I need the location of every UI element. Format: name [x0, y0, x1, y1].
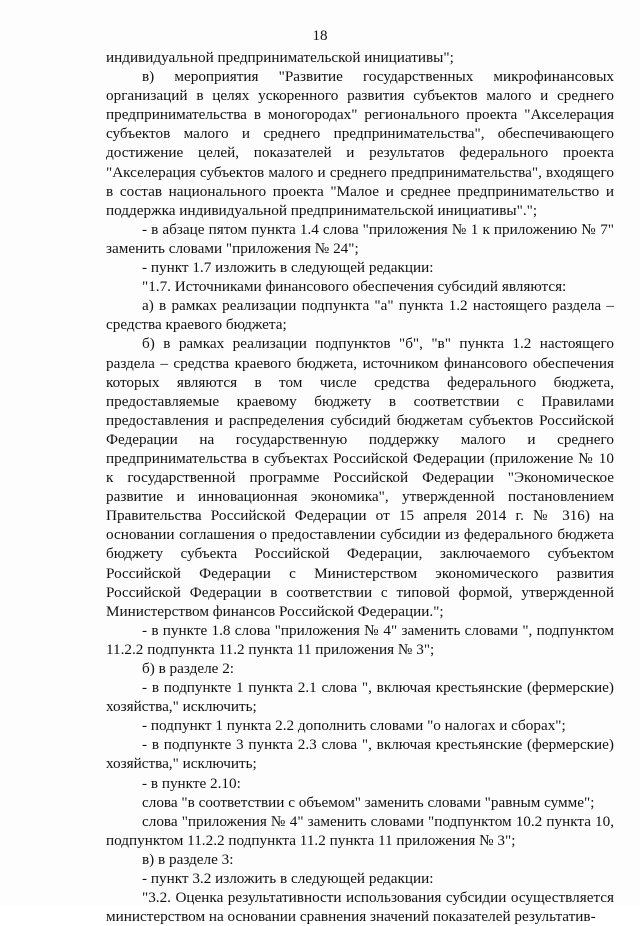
- document-body: [106, 48, 614, 926]
- paragraph: б) в рамках реализации подпунктов "б", "в" пункта 1.2 настоящего раздела – средства краевого бюджета, источником финансового обеспечения которых являются в том числе средства федерального бюджета, предоставляемые краевому бюджету в соответствии с Правилами предоставления и распределения субсидий бюджетам субъектов Российской Федерации на государственную поддержку малого и среднего предпринимательства в субъектах Российской Федерации (приложение № 10 к государственной программе Российской Федерации "Экономическое развитие и инновационная экономика", утвержденной постановлением Правительства Российской Федерации от 15 апреля 2014 г. № 316) на основании соглашения о предоставлении субсидии из федерального бюджета бюджету субъекта Российской Федерации, заключаемого субъектом Российской Федерации с Министерством экономического развития Российской Федерации в соответствии с типовой формой, утвержденной Министерством финансов Российской Федерации.";: [106, 335, 614, 620]
- paragraph: - пункт 1.7 изложить в следующей редакции:: [142, 259, 434, 277]
- page-number: 18: [312, 28, 328, 44]
- paragraph: - в пункте 1.8 слова "приложения № 4" заменить словами ", подпунктом 11.2.2 подпункта 11.2 пункта 11 приложения № 3";: [106, 621, 614, 658]
- paragraph: - в подпункте 1 пункта 2.1 слова ", включая крестьянские (фермерские) хозяйства," исключить;: [106, 679, 614, 716]
- paragraph: - подпункт 1 пункта 2.2 дополнить словами "о налогах и сборах";: [142, 717, 566, 735]
- paragraph: слова "приложения № 4" заменить словами "подпунктом 10.2 пункта 10, подпунктом 11.2.2 подпункта 11.2 пункта 11 приложения № 3";: [106, 812, 614, 849]
- paragraph: в) мероприятия "Развитие государственных микрофинансовых организаций в целях ускоренного развития субъектов малого и среднего предпринимательства в моногородах" регионального проекта "Акселерация субъектов малого и среднего предпринимательства", обеспечивающего достижение целей, показателей и результатов федерального проекта "Акселерация субъектов малого и среднего предпринимательства", входящего в состав национального проекта "Малое и среднее предпринимательство и поддержка индивидуальной предпринимательской инициативы".";: [106, 68, 614, 219]
- paragraph: - в подпункте 3 пункта 2.3 слова ", включая крестьянские (фермерские) хозяйства," исключить;: [106, 736, 614, 773]
- paragraph: слова "в соответствии с объемом" заменить словами "равным сумме";: [142, 793, 595, 811]
- paragraph: - пункт 3.2 изложить в следующей редакции:: [142, 870, 434, 888]
- paragraph: а) в рамках реализации подпункта "а" пункта 1.2 настоящего раздела – средства краевого бюджета;: [106, 297, 614, 334]
- paragraph: - в абзаце пятом пункта 1.4 слова "приложения № 1 к приложению № 7" заменить словами "приложения № 24";: [106, 220, 614, 257]
- paragraph: индивидуальной предпринимательской инициативы";: [106, 49, 454, 66]
- paragraph: - в пункте 2.10:: [142, 774, 241, 792]
- paragraph: б) в разделе 2:: [142, 660, 235, 677]
- paragraph: "1.7. Источниками финансового обеспечения субсидий являются:: [142, 278, 567, 296]
- paragraph: в) в разделе 3:: [142, 850, 234, 868]
- paragraph: "3.2. Оценка результативности использования субсидии осуществляется министерством на основании сравнения значений показателей результатив-: [106, 889, 614, 926]
